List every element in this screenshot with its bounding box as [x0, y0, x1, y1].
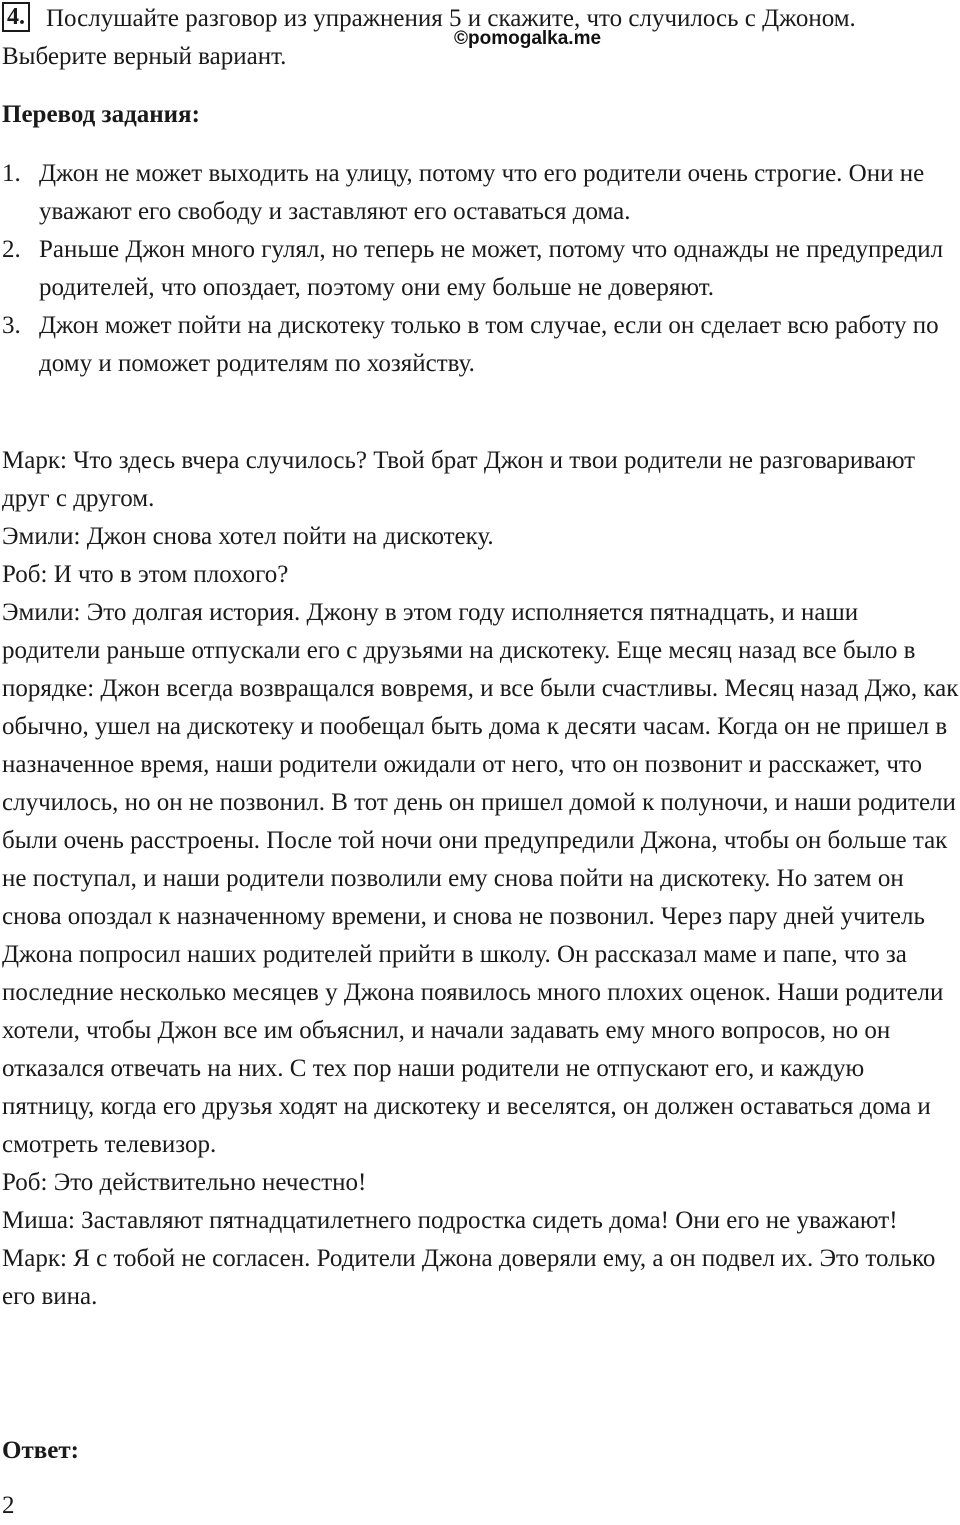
option-item: [2, 307, 958, 383]
watermark: ©pomogalka.me: [454, 28, 602, 49]
option-item: [2, 155, 958, 231]
option-number: 1.: [2, 160, 21, 187]
dialog-line: Роб: Это действительно нечестно!: [2, 1169, 367, 1196]
answer-title: Ответ:: [2, 1437, 79, 1464]
dialog-line: Эмили: Джон снова хотел пойти на дискотеку.: [2, 523, 494, 550]
option-item: [2, 231, 958, 307]
task-number: 4.: [2, 2, 30, 32]
answer-value: 2: [2, 1492, 15, 1519]
task-text: Послушайте разговор из упражнения 5 и скажите, что случилось с Джоном. Выберите верный вариант.: [2, 5, 856, 70]
option-text: Раньше Джон много гулял, но теперь не может, потому что однажды не предупредил родителей, что опоздает, поэтому они ему больше не доверяют.: [39, 236, 944, 301]
dialog-line: Роб: И что в этом плохого?: [2, 561, 289, 588]
options-list: [2, 155, 958, 383]
option-text: Джон может пойти на дискотеку только в том случае, если он сделает всю работу по дому и поможет родителям по хозяйству.: [39, 312, 939, 377]
dialog-text: [2, 442, 960, 1316]
option-number: 2.: [2, 236, 21, 263]
translation-title: Перевод задания:: [2, 101, 200, 128]
option-number: 3.: [2, 312, 21, 339]
dialog-line: Марк: Что здесь вчера случилось? Твой брат Джон и твои родители не разговаривают друг с другом.: [2, 447, 916, 512]
option-text: Джон не может выходить на улицу, потому что его родители очень строгие. Они не уважают его свободу и заставляют его оставаться дома.: [39, 160, 925, 225]
dialog-line: Эмили: Это долгая история. Джону в этом году исполняется пятнадцать, и наши родители раньше отпускали его с друзьями на дискотеку. Еще месяц назад все было в порядке: Джон всегда возвращался вовремя, и все были счастливы. Месяц назад Джо, как обычно, ушел на дискотеку и пообещал быть дома к десяти часам. Когда он не пришел в назначенное время, наши родители ожидали от него, что он позвонит и расскажет, что случилось, но он не позвонил. В тот день он пришел домой к полуночи, и наши родители были очень расстроены. После той ночи они предупредили Джона, чтобы он больше так не поступал, и наши родители позволили ему снова пойти на дискотеку. Но затем он снова опоздал к назначенному времени, и снова не позвонил. Через пару дней учитель Джона попросил наших родителей прийти в школу. Он рассказал маме и папе, что за последние несколько месяцев у Джона появилось много плохих оценок. Наши родители хотели, чтобы Джон все им объяснил, и начали задавать ему много вопросов, но он отказался отвечать на них. С тех пор наши родители не отпускают его, и каждую пятницу, когда его друзья ходят на дискотеку и веселятся, он должен оставаться дома и смотреть телевизор.: [2, 599, 959, 1158]
dialog-line: Миша: Заставляют пятнадцатилетнего подростка сидеть дома! Они его не уважают!: [2, 1207, 898, 1234]
document-page: [2, 0, 959, 1519]
dialog-line: Марк: Я с тобой не согласен. Родители Джона доверяли ему, а он подвел их. Это только его вина.: [2, 1245, 936, 1310]
